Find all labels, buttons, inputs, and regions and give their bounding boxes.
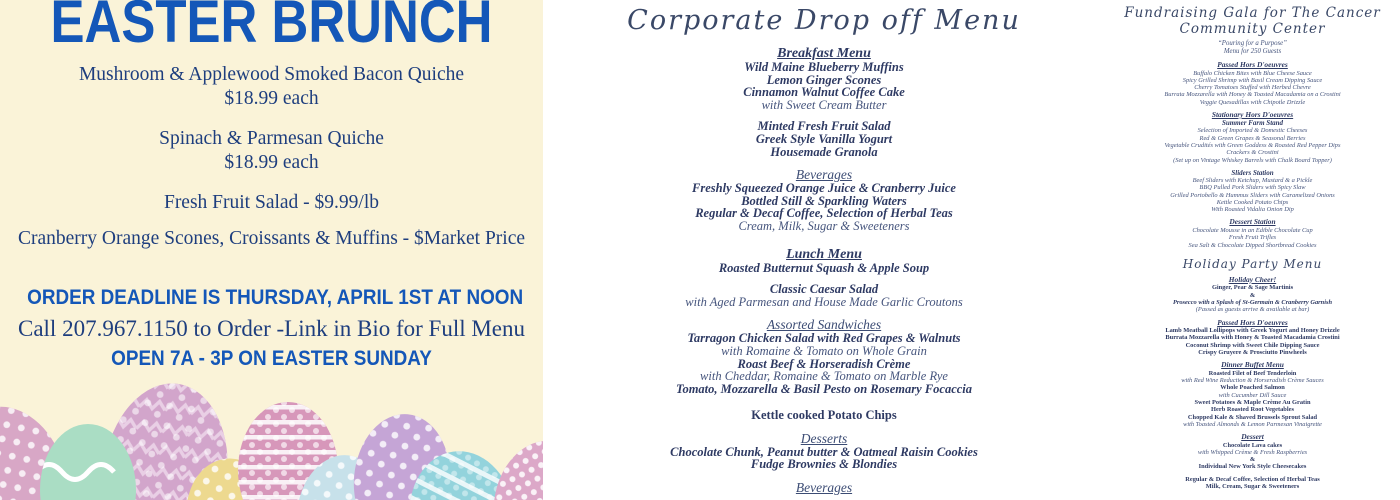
menu-line: Beef Sliders with Ketchup, Mustard & a Pickle — [1192, 176, 1313, 184]
menu-line: Fudge Brownies & Blondies — [750, 457, 898, 472]
section-heading: Passed Hors D'oeuvres — [1217, 60, 1288, 69]
menu-line: Lamb Meatball Lollipops with Greek Yogurt and Honey Drizzle — [1165, 327, 1340, 335]
section-heading: Dessert — [1241, 432, 1264, 442]
menu-line: Cream, Milk, Sugar & Sweeteners — [738, 218, 910, 233]
menu-line: BBQ Pulled Pork Sliders with Spicy Slaw — [1199, 184, 1306, 192]
menu-line: ORDER DEADLINE IS THURSDAY, APRIL 1ST AT NOON — [27, 286, 524, 309]
menu-line: $18.99 each — [224, 88, 319, 109]
menu-line: Roast Beef & Horseradish Crème — [737, 356, 911, 371]
menu-line: Coconut Shrimp with Sweet Chile Dipping Sauce — [1185, 341, 1320, 349]
menu-line: Whole Poached Salmon — [1220, 384, 1285, 392]
section-heading: Sliders Station — [1231, 168, 1274, 177]
menu-line: Classic Caesar Salad — [769, 282, 879, 297]
menu-line: Tarragon Chicken Salad with Red Grapes & Walnuts — [687, 331, 961, 346]
menu-line: Veggie Quesadillas with Chipotle Drizzle — [1199, 98, 1306, 106]
section-heading: Holiday Cheer! — [1228, 274, 1277, 284]
section-heading: Beverages — [795, 480, 853, 496]
menu-line: Selection of Imported & Domestic Cheeses — [1197, 127, 1308, 135]
menu-line: with Romaine & Tomato on Whole Grain — [721, 343, 927, 358]
menu-line: Burrata Mozzarella with Honey & Toasted Macadamia Crostini — [1165, 334, 1340, 342]
menu-line: Spicy Grilled Shrimp with Basil Cream Dipping Sauce — [1182, 76, 1323, 84]
menu-line: Menu for 250 Guests — [1223, 48, 1282, 55]
menu-line: Freshly Squeezed Orange Juice & Cranberry Juice — [692, 181, 956, 196]
menu-line: With Roasted Vidalia Onion Dip — [1211, 206, 1294, 214]
menu-line: & — [1249, 291, 1256, 299]
menu-line: Mushroom & Applewood Smoked Bacon Quiche — [78, 64, 465, 85]
easter-brunch-title: EASTER BRUNCH — [50, 0, 493, 55]
menu-line: Spinach & Parmesan Quiche — [159, 128, 384, 149]
menu-line: $18.99 each — [224, 152, 319, 173]
spacer — [543, 422, 1105, 431]
menu-line: Lemon Ginger Scones — [766, 72, 882, 87]
fundraising-gala-lines — [1105, 40, 1400, 490]
menu-line: Kettle Cooked Potato Chips — [1216, 198, 1289, 206]
menu-line: with Whipped Crème & Fresh Raspberries — [1197, 448, 1308, 456]
menu-line: Housemade Granola — [770, 144, 878, 159]
spacer — [543, 395, 1105, 409]
menu-line: Tomato, Mozzarella & Basil Pesto on Rosemary Focaccia — [675, 381, 973, 396]
menu-line: Individual New York Style Cheesecakes — [1198, 463, 1307, 471]
spacer — [0, 251, 543, 283]
menu-line: Milk, Cream, Sugar & Sweeteners — [1205, 483, 1300, 491]
menu-line: Fresh Fruit Trifles — [1228, 234, 1277, 242]
spacer — [0, 175, 543, 191]
fundraising-gala-title: Fundraising Gala for The Cancer Community Center — [1124, 5, 1381, 37]
corporate-dropoff-panel — [543, 0, 1105, 500]
menu-line: Sweet Potatoes & Maple Crème Au Gratin — [1194, 398, 1311, 406]
menu-line: (Set up on Vintage Whiskey Barrels with Chalk Board Topper) — [1173, 156, 1332, 164]
spacer — [0, 111, 543, 127]
menu-line: Crispy Gruyere & Prosciutto Pinwheels — [1198, 348, 1307, 356]
menu-line: with Cheddar, Romaine & Tomato on Marble Rye — [700, 369, 948, 384]
menu-line: Greek Style Vanilla Yogurt — [755, 131, 893, 146]
menu-line: Ginger, Pear & Sage Martinis — [1211, 284, 1294, 292]
menu-line: “Pouring for a Purpose” — [1218, 40, 1287, 47]
easter-eggs-decoration — [0, 380, 543, 500]
easter-brunch-lines — [0, 63, 543, 374]
section-heading: Summer Farm Stand — [1221, 119, 1284, 128]
menu-line: with Cucumber Dill Sauce — [1218, 391, 1287, 399]
section-heading: Breakfast Menu — [777, 46, 871, 61]
menu-line: Roasted Butternut Squash & Apple Soup — [718, 260, 930, 275]
menu-line: Kettle cooked Potato Chips — [751, 408, 897, 423]
section-heading: Holiday Party Menu — [1182, 256, 1323, 271]
corporate-dropoff-title: Corporate Drop off Menu — [627, 5, 1021, 36]
spacer — [543, 158, 1105, 167]
section-heading: Desserts — [800, 430, 848, 446]
section-heading: Dessert Station — [1229, 217, 1276, 227]
spacer — [1105, 249, 1400, 257]
menu-line: Crackers & Crostini — [1226, 149, 1279, 157]
menu-line: Burrata Mozzarella with Honey & Toasted Macadamia on a Crostini — [1164, 91, 1341, 99]
menu-line: Chocolate Chunk, Peanut butter & Oatmeal Raisin Cookies — [670, 444, 978, 459]
menu-line: with Sweet Cream Butter — [761, 97, 887, 112]
menu-line: Chocolate Mousse in an Edible Chocolate Cup — [1192, 226, 1313, 234]
menu-line: OPEN 7A - 3P ON EASTER SUNDAY — [111, 347, 432, 370]
menu-line: Prosecco with a Splash of St-Germain & Cranberry Garnish — [1172, 298, 1333, 306]
menu-line: Minted Fresh Fruit Salad — [757, 119, 891, 134]
spacer — [0, 215, 543, 227]
menu-line: Regular & Decaf Coffee, Selection of Herbal Teas — [695, 206, 953, 221]
menu-line: with Toasted Almonds & Lemon Parmesan Vinaigrette — [1183, 420, 1322, 428]
menu-line: Vegetable Crudités with Green Goddess & Roasted Red Pepper Dips — [1164, 142, 1341, 150]
menu-line: Chocolate Lava cakes — [1222, 441, 1283, 449]
menu-line: & — [1249, 456, 1256, 464]
menu-line: Red & Green Grapes & Seasonal Berries — [1199, 134, 1306, 142]
section-heading: Beverages — [795, 167, 853, 183]
section-heading: Passed Hors D'oeuvres — [1217, 317, 1288, 327]
menu-line: Herb Roasted Root Vegetables — [1211, 406, 1294, 414]
fundraising-gala-panel — [1105, 0, 1400, 500]
section-heading: Dinner Buffet Menu — [1221, 360, 1284, 370]
menu-line: Cranberry Orange Scones, Croissants & Muffins - $Market Price — [17, 228, 526, 249]
menu-line: Regular & Decaf Coffee, Selection of Herbal Teas — [1185, 475, 1320, 483]
menu-line: Roasted Filet of Beef Tenderloin — [1208, 369, 1297, 377]
menu-line: Cherry Tomatoes Stuffed with Herbed Chevre — [1194, 84, 1311, 92]
menu-line: Chopped Kale & Shaved Brussels Sprout Salad — [1187, 413, 1318, 421]
easter-brunch-panel — [0, 0, 543, 500]
menu-line: Bottled Still & Sparkling Waters — [741, 193, 907, 208]
menu-line: Buffalo Chicken Bites with Blue Cheese Sauce — [1193, 69, 1312, 77]
spacer — [543, 233, 1105, 247]
section-heading: Lunch Menu — [786, 246, 862, 262]
menu-line: Sea Salt & Chocolate Dipped Shortbread Cookies — [1188, 241, 1317, 249]
menu-line: with Red Wine Reduction & Horseradish Crème Sauces — [1181, 377, 1324, 385]
spacer — [543, 471, 1105, 480]
menu-line: Cinnamon Walnut Coffee Cake — [743, 85, 905, 100]
menu-line: (Passed as guests arrive & available at bar) — [1195, 306, 1310, 314]
menu-line: Call 207.967.1150 to Order -Link in Bio for Full Menu — [17, 316, 526, 341]
menu-line: with Aged Parmesan and House Made Garlic Croutons — [685, 294, 963, 309]
section-heading: Assorted Sandwiches — [766, 317, 882, 333]
section-heading: Stationary Hors D'oeuvres — [1211, 109, 1294, 119]
menu-line: Wild Maine Blueberry Muffins — [744, 60, 904, 74]
spacer — [543, 308, 1105, 317]
menu-line: Grilled Portobello & Hummus Sliders with Caramelized Onions — [1170, 191, 1335, 199]
corporate-dropoff-lines — [543, 46, 1105, 495]
menu-line: Fresh Fruit Salad - $9.99/lb — [163, 192, 380, 213]
